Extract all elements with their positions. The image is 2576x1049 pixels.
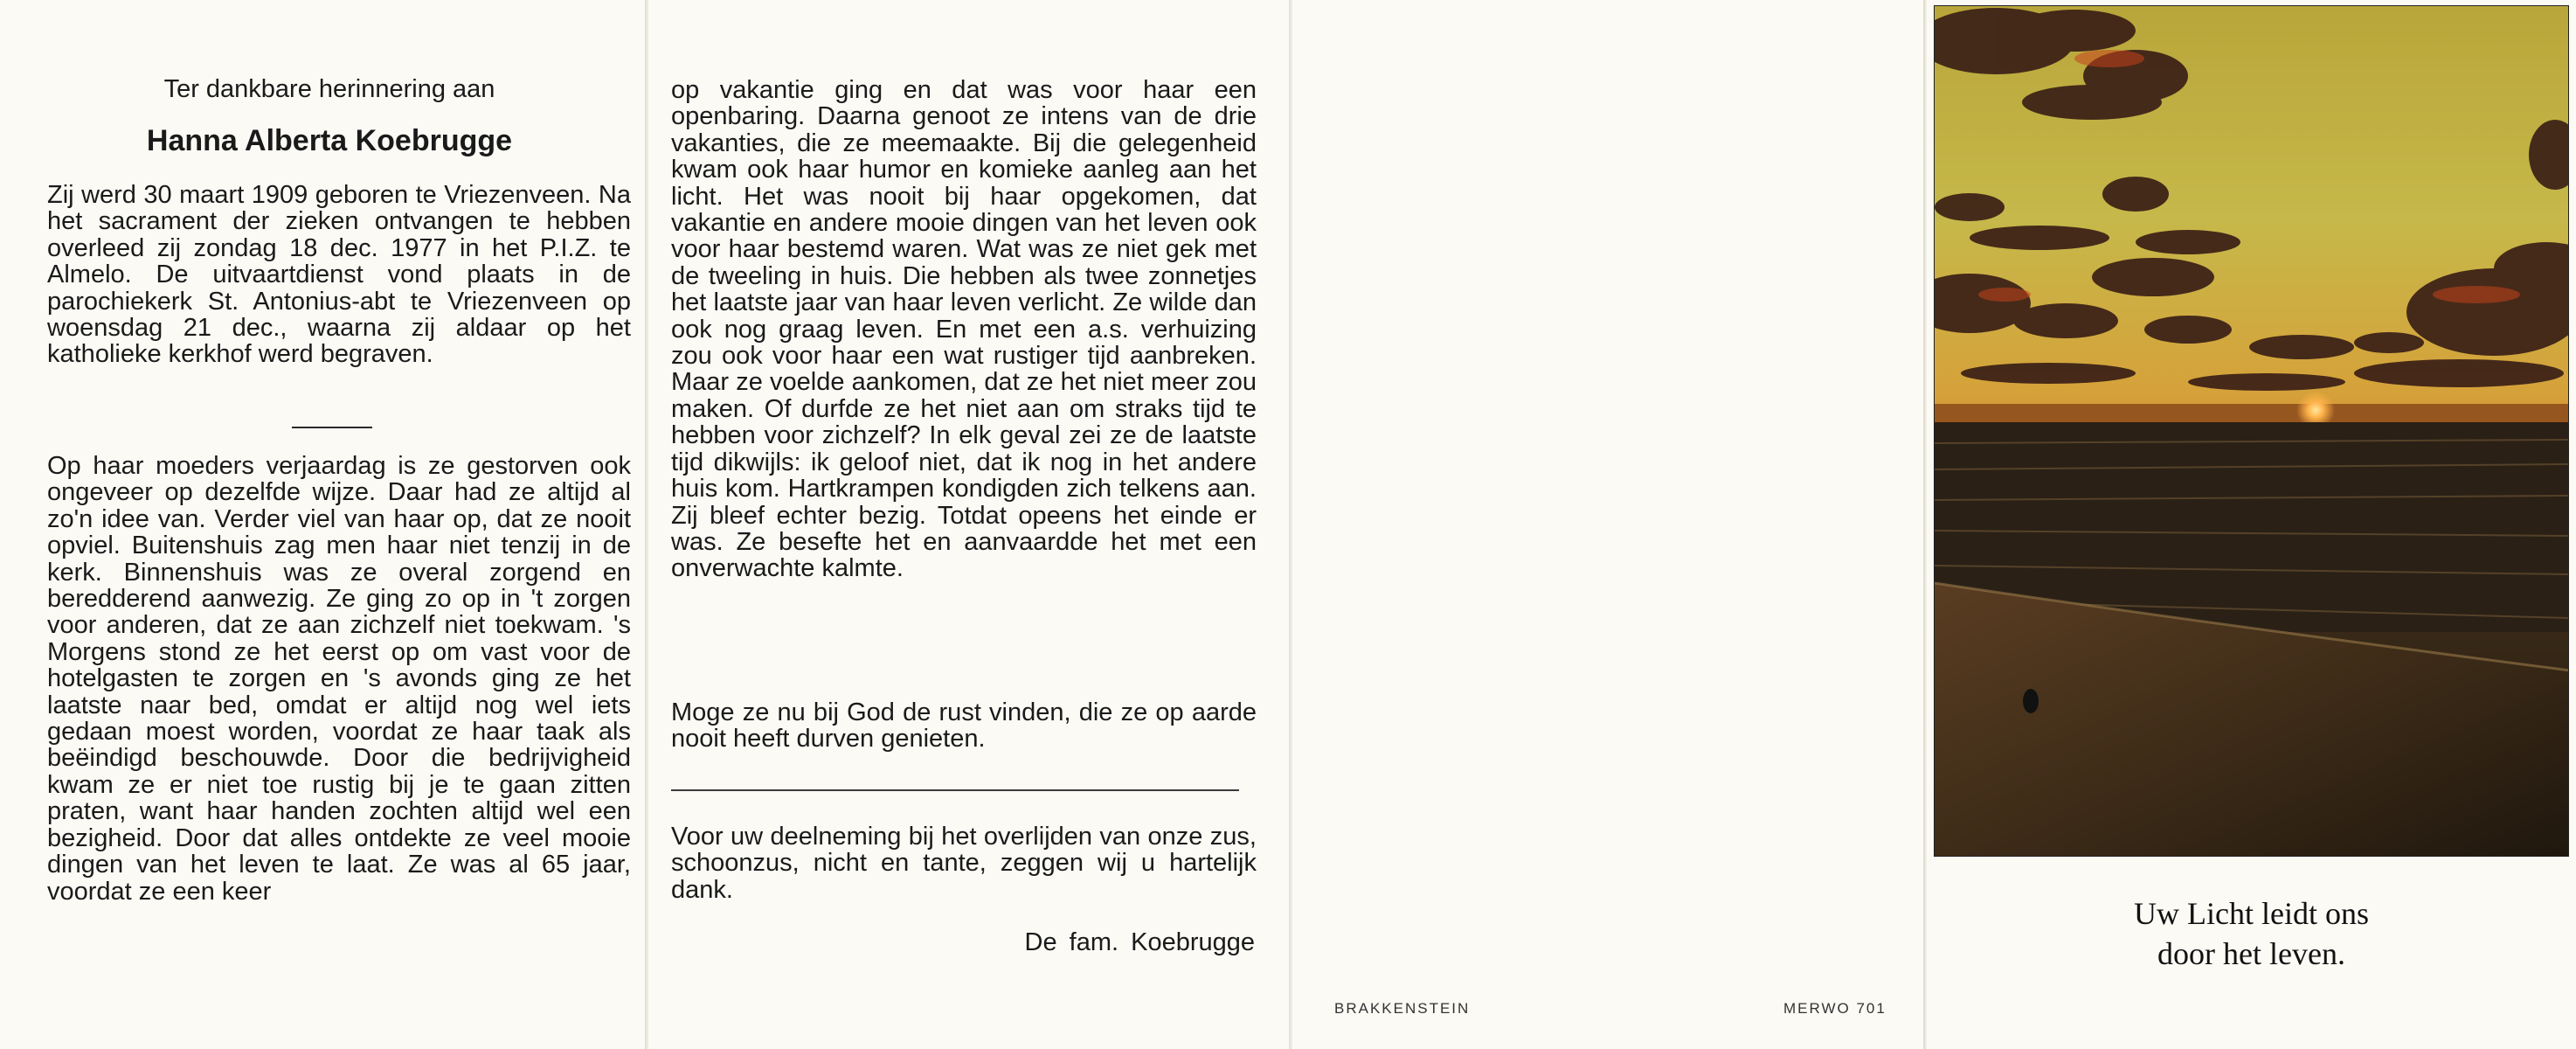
- card-panel-middle-text: [648, 0, 1291, 1049]
- deceased-name: Hanna Alberta Koebrugge: [146, 124, 513, 157]
- memorial-paragraph: Op haar moeders verjaardag is ze gestorven ook ongeveer op dezelfde wijze. Daar had ze altijd al zo'n idee van. Verder viel van haar op, dat ze nooit opviel. Buitenshuis zag men haar niet tenzij in de kerk. Binnenshuis was ze overal zorgend en beredderend aanwezig. Ze ging zo op in 't zorgen voor anderen, dat ze aan zichzelf niet toekwam. 's Morgens stond ze het eerst op om vast voor de hotelgasten te zorgen en 's avonds ging ze het laatste naar bed, omdat er altijd nog wel iets gedaan moest worden, voordat ze haar taak als beëindigd beschouwde. Door die bedrijvigheid kwam ze er niet toe rustig bij je te gaan zitten praten, want haar handen zochten altijd wel een bezigheid. Door dat alles ontdekte ze veel mooie dingen van het leven te laat. Ze was al 65 jaar, voordat ze een keer: [47, 452, 631, 906]
- family-signature: De fam. Koebrugge: [1024, 928, 1255, 956]
- dedication-heading: Ter dankbare herinnering aan: [163, 75, 495, 103]
- caption-line-2: door het leven.: [2157, 936, 2345, 971]
- separator-line: [671, 789, 1239, 791]
- biography-paragraph: Zij werd 30 maart 1909 geboren te Vriezenveen. Na het sacrament der zieken ontvangen te hebben overleed zij zondag 18 dec. 1977 in het P.I.Z. te Almelo. De uitvaartdienst vond plaats in de parochiekerk St. Antonius-abt te Vriezenveen op woensdag 21 dec., waarna zij aldaar op het katholieke kerkhof werd begraven.: [47, 181, 631, 369]
- publisher-label: BRAKKENSTEIN: [1334, 1000, 1471, 1017]
- scripture-caption: [1927, 893, 2576, 974]
- sunset-sea-photo: [1934, 5, 2569, 857]
- caption-line-1: Uw Licht leidt ons: [2134, 896, 2369, 931]
- card-code-label: MERWO 701: [1783, 1000, 1887, 1017]
- separator-line: [292, 427, 372, 428]
- thanks-paragraph: Voor uw deelneming bij het overlijden van onze zus, schoonzus, nicht en tante, zeggen wij u hartelijk dank.: [671, 823, 1257, 904]
- card-panel-blank: [1292, 0, 1925, 1049]
- card-panel-left: [0, 0, 647, 1049]
- card-panel-photo: [1927, 0, 2576, 1049]
- memorial-paragraph-continued: op vakantie ging en dat was voor haar een openbaring. Daarna genoot ze intens van de drie vakanties, die ze meemaakte. Bij die gelegenheid kwam ook haar humor en komieke aanleg aan het licht. Het was nooit bij haar opgekomen, dat vakantie en andere mooie dingen van het leven ook voor haar bestemd waren. Wat was ze niet gek met de tweeling in huis. Die hebben als twee zonnetjes het laatste jaar van haar leven verlicht. Ze wilde dan ook nog graag leven. En met een a.s. verhuizing zou ook voor haar een wat rustiger tijd aanbreken. Maar ze voelde aankomen, dat ze het niet meer zou maken. Of durfde ze het niet aan om straks tijd te hebben voor zichzelf? In elk geval zei ze de laatste tijd dikwijls: ik geloof niet, dat ik nog in het andere huis kom. Hartkrampen kondigden zich telkens aan. Zij bleef echter bezig. Totdat opeens het einde er was. Ze besefte het en aanvaardde het met een onverwachte kalmte.: [671, 76, 1257, 583]
- prayer-paragraph: Moge ze nu bij God de rust vinden, die ze op aarde nooit heeft durven genieten.: [671, 698, 1257, 754]
